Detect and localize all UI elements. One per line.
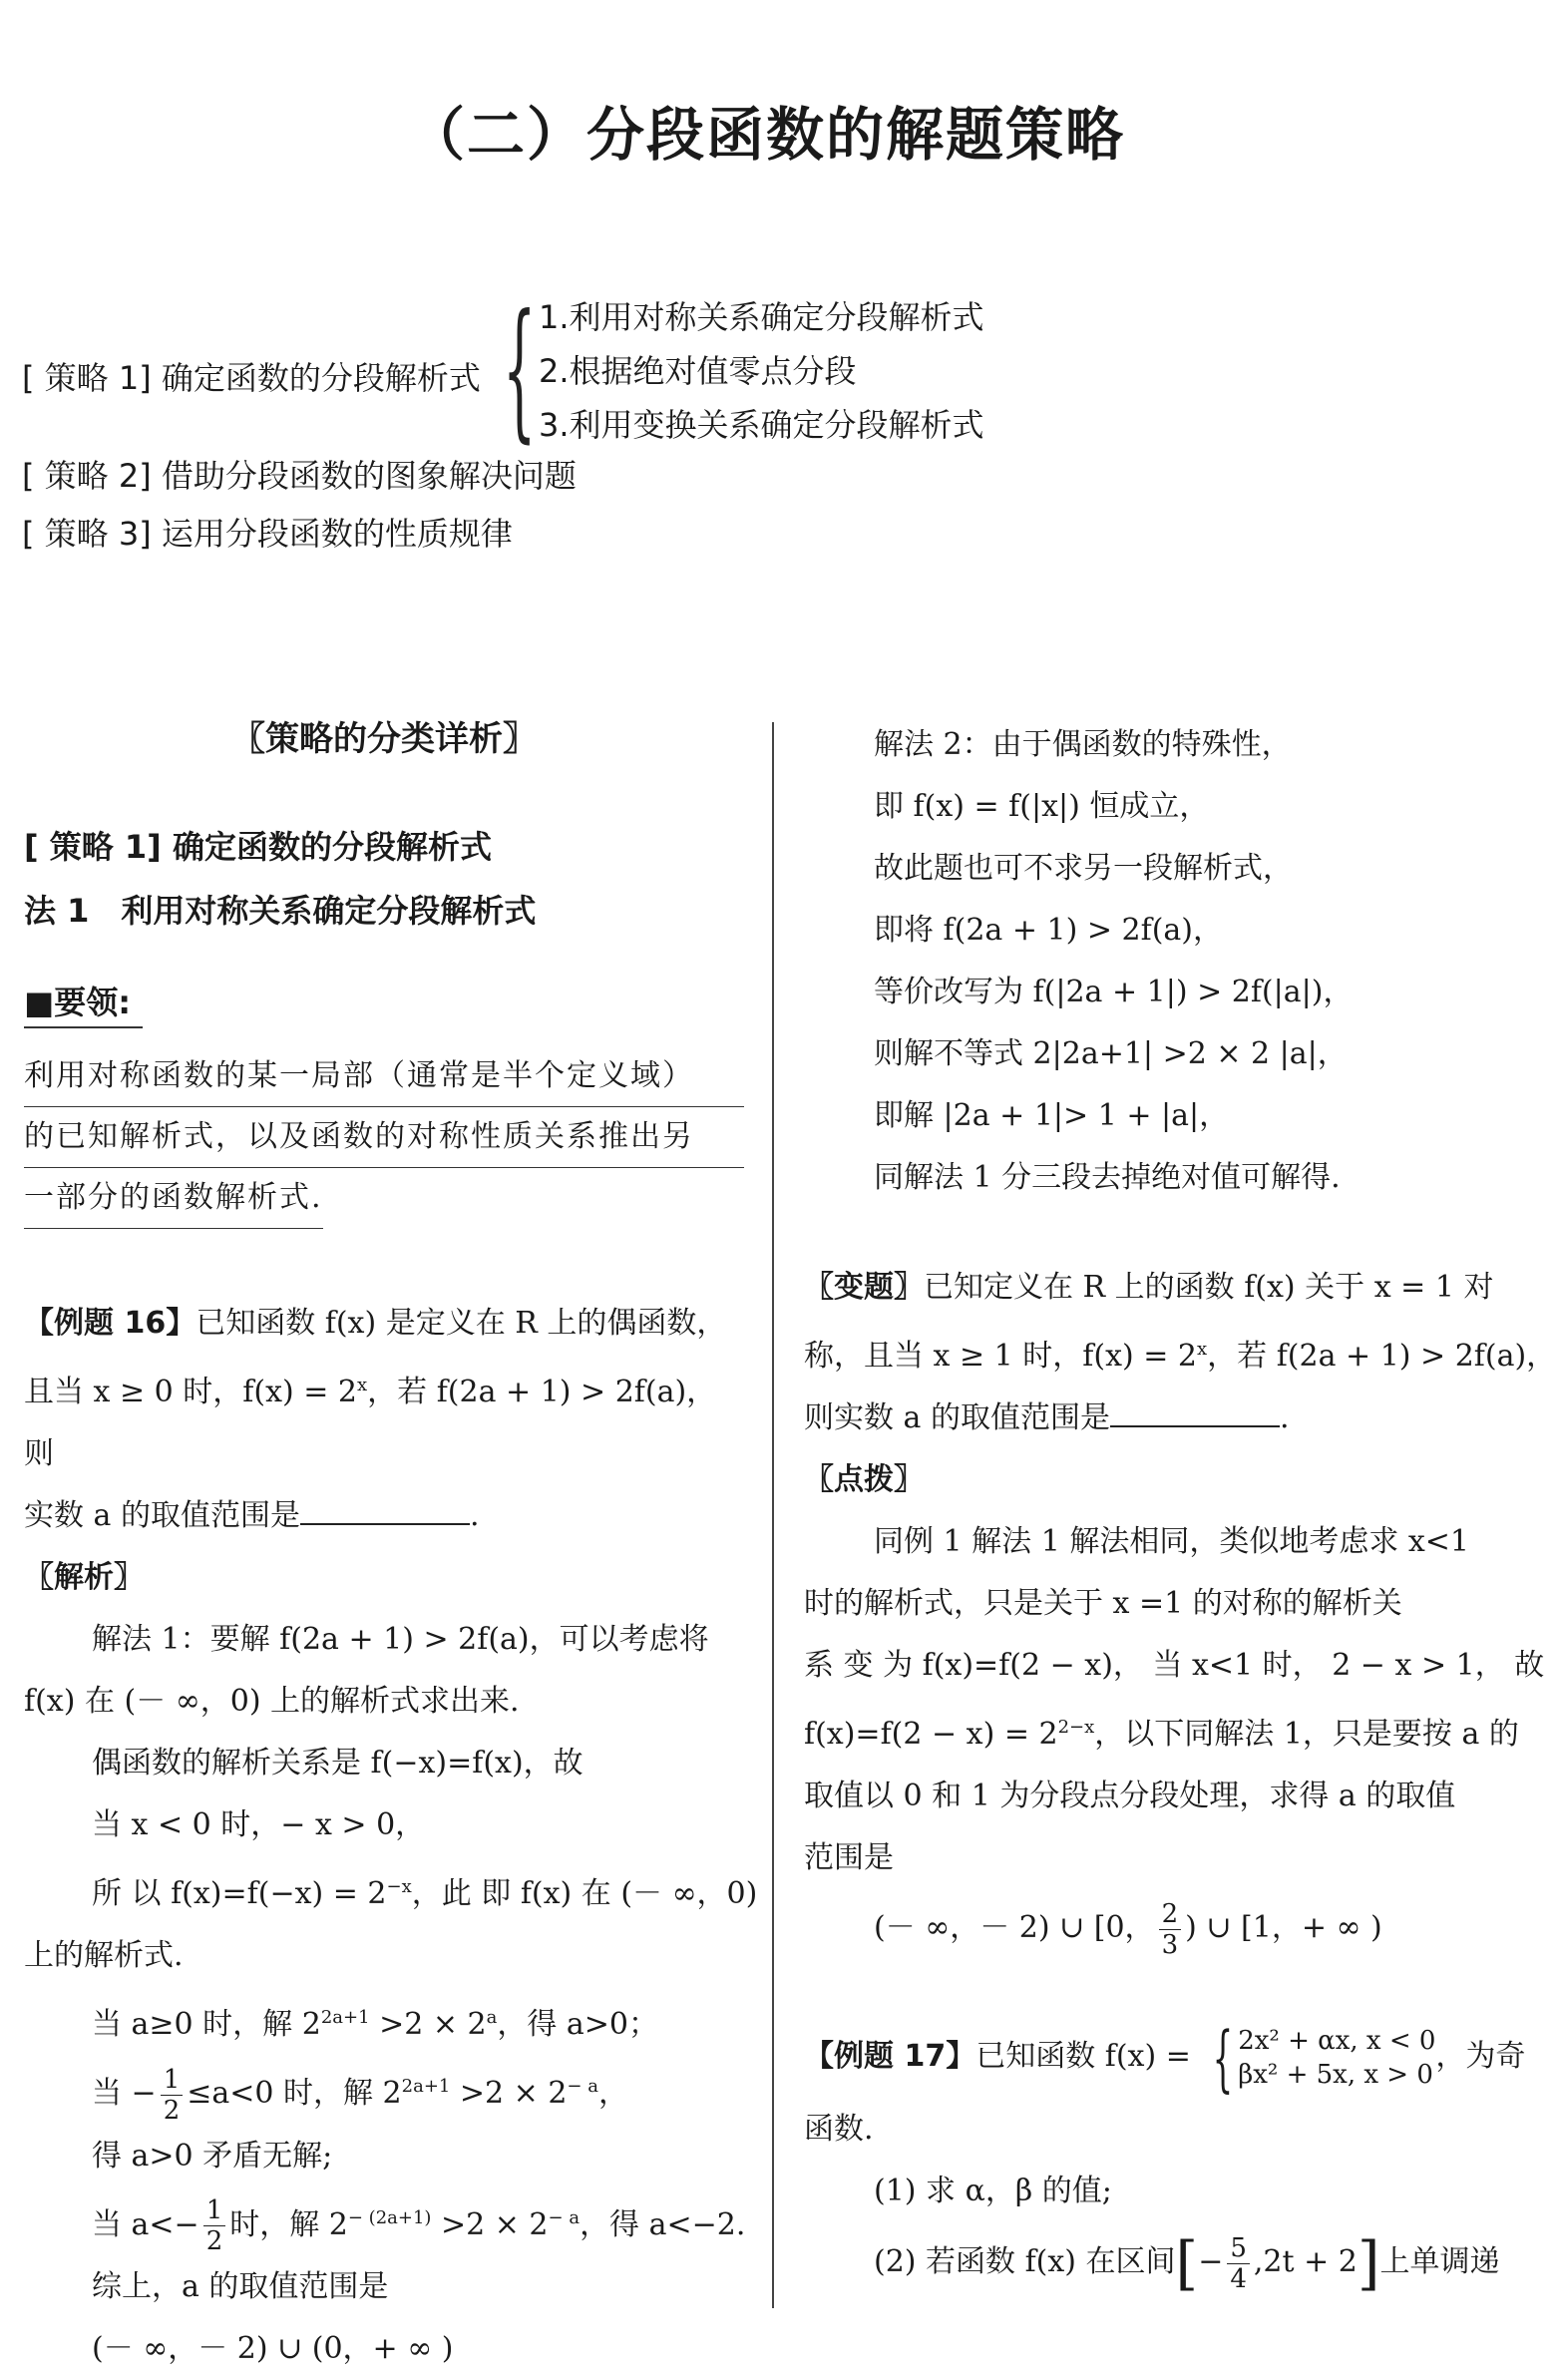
- strategy-1-item: 2.根据绝对值零点分段: [539, 352, 857, 390]
- solution-line: 解法 2：由于偶函数的特殊性，: [874, 727, 1292, 762]
- solution-line: 当 a≥0 时，解 $2^{2a+1} >2 \times 2^a$，得 a>0；: [92, 2007, 658, 2042]
- key-points-title: ■要领:: [24, 979, 143, 1028]
- hint-line: $f(x)=f(2 - x) = 2^{2-x}$，以下同解法 1，只是要按 a 的: [804, 1717, 1519, 1752]
- hint-line: 范围是: [804, 1840, 894, 1875]
- solution-line: 当 x < 0 时，− x > 0，: [92, 1807, 426, 1842]
- strategy-heading: [ 策略 1] 确定函数的分段解析式: [24, 828, 492, 866]
- solution-line: 得 a>0 矛盾无解;: [92, 2138, 333, 2174]
- example-16-text: 已知函数 f(x) 是定义在 R 上的偶函数，: [195, 1306, 727, 1341]
- solution-line: 即解 |2a + 1|> 1 + |a|，: [874, 1098, 1230, 1133]
- solution-line: (－ ∞，－ 2) ∪ (0，+ ∞ ): [92, 2331, 454, 2366]
- question-line: (1) 求 α，β 的值;: [874, 2174, 1112, 2208]
- hint-line: 时的解析式，只是关于 x =1 的对称的解析关: [804, 1586, 1402, 1621]
- solution-line: 综上，a 的取值范围是: [92, 2269, 389, 2304]
- fraction: $\frac{1}{2}$: [203, 2195, 226, 2256]
- solution-line: 则解不等式 2|2a+1| >2 × 2 |a|，: [874, 1036, 1348, 1071]
- fraction: $\frac{2}{3}$: [1159, 1899, 1182, 1960]
- example-16-text: 且当 x ≥ 0 时，f(x) = 2: [24, 1375, 358, 1409]
- strategy-1-items: [539, 295, 984, 457]
- question-line: (2) 若函数 f(x) 在区间[− $\frac{5}{4}$ ,2t + 2]上单调递: [874, 2229, 1500, 2297]
- variant-problem: 称，且当 x ≥ 1 时，$f(x) = 2^x$，若 f(2a + 1) > 2f(a)，: [804, 1339, 1556, 1374]
- example-16-tag: 【例题 16】: [24, 1306, 196, 1341]
- strategy-1-item: 3.利用变换关系确定分段解析式: [539, 406, 984, 444]
- example-16-text: 实数 a 的取值范围是: [24, 1498, 300, 1533]
- fraction: $\frac{1}{2}$: [161, 2065, 184, 2126]
- superscript: x: [357, 1375, 368, 1395]
- left-column: [24, 714, 758, 2380]
- section-heading: 〖策略的分类详析〗: [231, 719, 537, 759]
- strategy-1-item: 1.利用对称关系确定分段解析式: [539, 298, 984, 336]
- example-17: 【例题 17】已知函数 f(x) = { 2x² + αx, x < 0 βx² + 5x, x > 0 ，为奇: [804, 2016, 1526, 2100]
- solution-line: 当 − $\frac{1}{2}$ ≤a<0 时，解 $2^{2a+1} >2 \times 2^{- a}$，: [92, 2064, 628, 2126]
- key-line: 的已知解析式，以及函数的对称性质关系推出另: [24, 1107, 744, 1168]
- hint-line: 取值以 0 和 1 为分段点分段处理，求得 a 的取值: [804, 1779, 1456, 1813]
- solution-line: 即 f(x) = f(|x|) 恒成立，: [874, 789, 1210, 824]
- method-heading: 法 1 利用对称关系确定分段解析式: [24, 892, 537, 930]
- hint-tag: 〖点拨〗: [804, 1462, 924, 1497]
- solution-line: 同解法 1 分三段去掉绝对值可解得.: [874, 1160, 1341, 1195]
- example-17: 函数.: [804, 2112, 874, 2147]
- strategy-2-label: [ 策略 2] 借助分段函数的图象解决问题: [22, 457, 577, 495]
- answer-blank: [1110, 1397, 1280, 1427]
- variant-problem: 〖变题〗已知定义在 R 上的函数 f(x) 关于 x = 1 对: [804, 1270, 1494, 1305]
- piecewise-definition: { 2x² + αx, x < 0 βx² + 5x, x > 0: [1212, 2016, 1436, 2100]
- right-column: [804, 714, 1556, 2303]
- solution-line: 偶函数的解析关系是 f(−x)=f(x)，故: [92, 1746, 584, 1781]
- curly-brace: {: [503, 283, 537, 457]
- variant-problem: 则实数 a 的取值范围是 .: [804, 1388, 1518, 1449]
- key-points-text: [24, 1046, 744, 1229]
- page-title: （二）分段函数的解题策略: [406, 101, 1125, 169]
- strategy-3-label: [ 策略 3] 运用分段函数的性质规律: [22, 515, 513, 553]
- column-divider: [772, 722, 774, 2308]
- hint-line: 同例 1 解法 1 解法相同，类似地考虑求 x<1: [874, 1524, 1469, 1559]
- strategy-1-label: [ 策略 1] 确定函数的分段解析式: [22, 359, 481, 397]
- solution-line: 解法 1：要解 f(2a + 1) > 2f(a)，可以考虑将: [92, 1622, 709, 1657]
- analysis-tag: 〖解析〗: [24, 1560, 144, 1595]
- solution-line: 故此题也可不求另一段解析式，: [874, 851, 1293, 886]
- solution-line: 即将 f(2a + 1) > 2f(a)，: [874, 913, 1224, 948]
- hint-line: 系 变 为 f(x)=f(2 − x)， 当 x<1 时， 2 − x > 1， 故: [804, 1648, 1545, 1683]
- example-16: 【例题 16】已知函数 f(x) 是定义在 R 上的偶函数， 且当 x ≥ 0 时，$f(x) = 2^x$，若 f(2a + 1) > 2f(a)，则 实数 a 的取值范围是 .: [24, 1306, 727, 1533]
- key-line: 一部分的函数解析式.: [24, 1168, 323, 1229]
- answer-blank: [300, 1495, 470, 1525]
- fraction: $\frac{5}{4}$: [1227, 2233, 1250, 2294]
- key-line: 利用对称函数的某一局部（通常是半个定义域）: [24, 1046, 744, 1107]
- hint-answer: (－ ∞，－ 2) ∪ [0， $\frac{2}{3}$ ) ∪ [1，+ ∞ ): [874, 1898, 1382, 1960]
- solution-line: 当 a<− $\frac{1}{2}$ 时，解 $2^{- (2a+1)} >2 \times 2^{- a}$，得 a<−2.: [92, 2195, 746, 2256]
- solution-line: f(x) 在 (－ ∞，0) 上的解析式求出来.: [24, 1684, 520, 1719]
- solution-line: 所 以 $f(x)=f(-x) = 2^{-x}$，此 即 f(x) 在 (－ ∞，0): [92, 1876, 758, 1911]
- solution-line: 等价改写为 f(|2a + 1|) > 2f(|a|)，: [874, 975, 1354, 1009]
- solution-line: 上的解析式.: [24, 1938, 184, 1973]
- example-16-text: ，若 f(2a + 1) > 2f(a)，则: [24, 1375, 717, 1471]
